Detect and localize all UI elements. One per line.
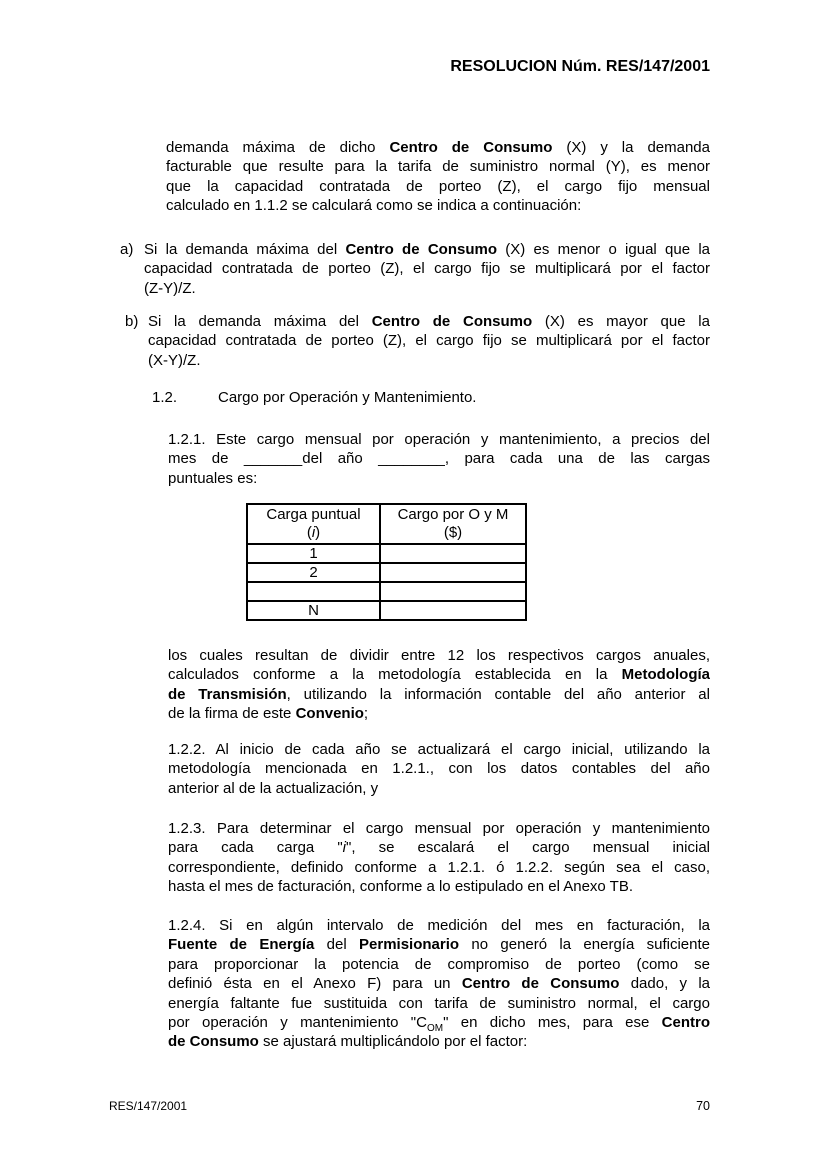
list-item-b xyxy=(148,312,710,370)
text-line: hasta el mes de facturación, conforme a lo estipulado en el Anexo TB. xyxy=(168,878,633,896)
list-item-b-marker: b) xyxy=(125,313,139,330)
paragraph-1-2-2 xyxy=(168,740,710,798)
table-cell xyxy=(380,601,526,620)
intro-paragraph xyxy=(166,138,710,216)
text-line: demanda máxima de dicho Centro de Consumo (X) y la demanda xyxy=(166,139,710,156)
text-line: calculados conforme a la metodología establecida en la Metodología xyxy=(168,666,710,684)
text-line: 1.2.2. Al inicio de cada año se actualizará el cargo inicial, utilizando la xyxy=(168,741,710,758)
paragraph-after-table xyxy=(168,646,710,724)
text-line: de Consumo se ajustará multiplicándolo por el factor: xyxy=(168,1033,528,1051)
table-row xyxy=(247,582,526,601)
text-line: capacidad contratada de porteo (Z), el cargo fijo se multiplicará por el factor xyxy=(148,332,710,350)
text-line: 1.2.3. Para determinar el cargo mensual por operación y mantenimiento xyxy=(168,820,710,837)
text-line: energía faltante fue sustituida con tarifa de suministro normal, el cargo xyxy=(168,994,710,1012)
text-line: Fuente de Energía del Permisionario no generó la energía suficiente xyxy=(168,936,710,954)
text-line: anterior al de la actualización, y xyxy=(168,779,379,797)
text-line: capacidad contratada de porteo (Z), el cargo fijo se multiplicará por el factor xyxy=(144,260,710,278)
charges-table-header xyxy=(247,504,526,544)
table-cell xyxy=(380,544,526,563)
text-line: los cuales resultan de dividir entre 12 los respectivos cargos anuales, xyxy=(168,647,710,664)
text-line: Si la demanda máxima del Centro de Consumo (X) es mayor que la xyxy=(148,313,710,330)
text-line: de Transmisión, utilizando la información contable del año anterior al xyxy=(168,685,710,703)
text-line: que la capacidad contratada de porteo (Z), el cargo fijo mensual xyxy=(166,177,710,195)
col-header-cargo-oym: Cargo por O y M ($) xyxy=(380,504,526,544)
text-line: puntuales es: xyxy=(168,469,258,487)
text-line: para proporcionar la potencia de compromiso de porteo (como se xyxy=(168,955,710,973)
text-line: definió ésta en el Anexo F) para un Centro de Consumo dado, y la xyxy=(168,975,710,993)
text-line: Si la demanda máxima del Centro de Consumo (X) es menor o igual que la xyxy=(144,241,710,258)
table-cell: N xyxy=(247,601,380,620)
section-1-2-number: 1.2. xyxy=(152,389,178,406)
table-cell: 1 xyxy=(247,544,380,563)
footer-page-number: 70 xyxy=(696,1099,710,1113)
text-line: calculado en 1.1.2 se calculará como se indica a continuación: xyxy=(166,197,582,215)
table-cell xyxy=(380,563,526,582)
list-item-a xyxy=(144,240,710,298)
charges-table-body xyxy=(247,544,526,620)
page-title: RESOLUCION Núm. RES/147/2001 xyxy=(450,58,710,75)
paragraph-1-2-3 xyxy=(168,819,710,897)
table-row xyxy=(247,544,526,563)
table-cell xyxy=(247,582,380,601)
text-line: facturable que resulte para la tarifa de suministro normal (Y), es menor xyxy=(166,158,710,176)
table-row xyxy=(247,563,526,582)
text-line: 1.2.4. Si en algún intervalo de medición del mes en facturación, la xyxy=(168,917,710,934)
text-line: mes de _______del año ________, para cada una de las cargas xyxy=(168,450,710,468)
text-line: de la firma de este Convenio; xyxy=(168,705,369,723)
charges-table xyxy=(246,503,527,621)
list-item-a-marker: a) xyxy=(120,241,134,258)
text-line: metodología mencionada en 1.2.1., con los datos contables del año xyxy=(168,760,710,778)
text-line: correspondiente, definido conforme a 1.2.1. ó 1.2.2. según sea el caso, xyxy=(168,858,710,876)
text-line: 1.2.1. Este cargo mensual por operación y mantenimiento, a precios del xyxy=(168,431,710,448)
paragraph-1-2-1 xyxy=(168,430,710,488)
text-line: para cada carga "i", se escalará el cargo mensual inicial xyxy=(168,839,710,857)
text-line: por operación y mantenimiento "$C_{OM}$" en dicho mes, para ese Centro xyxy=(168,1013,710,1033)
table-cell: 2 xyxy=(247,563,380,582)
table-row xyxy=(247,601,526,620)
col-header-carga-puntual: Carga puntual (i) xyxy=(247,504,380,544)
table-cell xyxy=(380,582,526,601)
footer-doc-ref: RES/147/2001 xyxy=(109,1099,188,1113)
paragraph-1-2-4 xyxy=(168,916,710,1052)
text-line: (Z-Y)/Z. xyxy=(144,279,196,297)
section-1-2-title: Cargo por Operación y Mantenimiento. xyxy=(218,389,477,406)
text-line: (X-Y)/Z. xyxy=(148,351,201,369)
